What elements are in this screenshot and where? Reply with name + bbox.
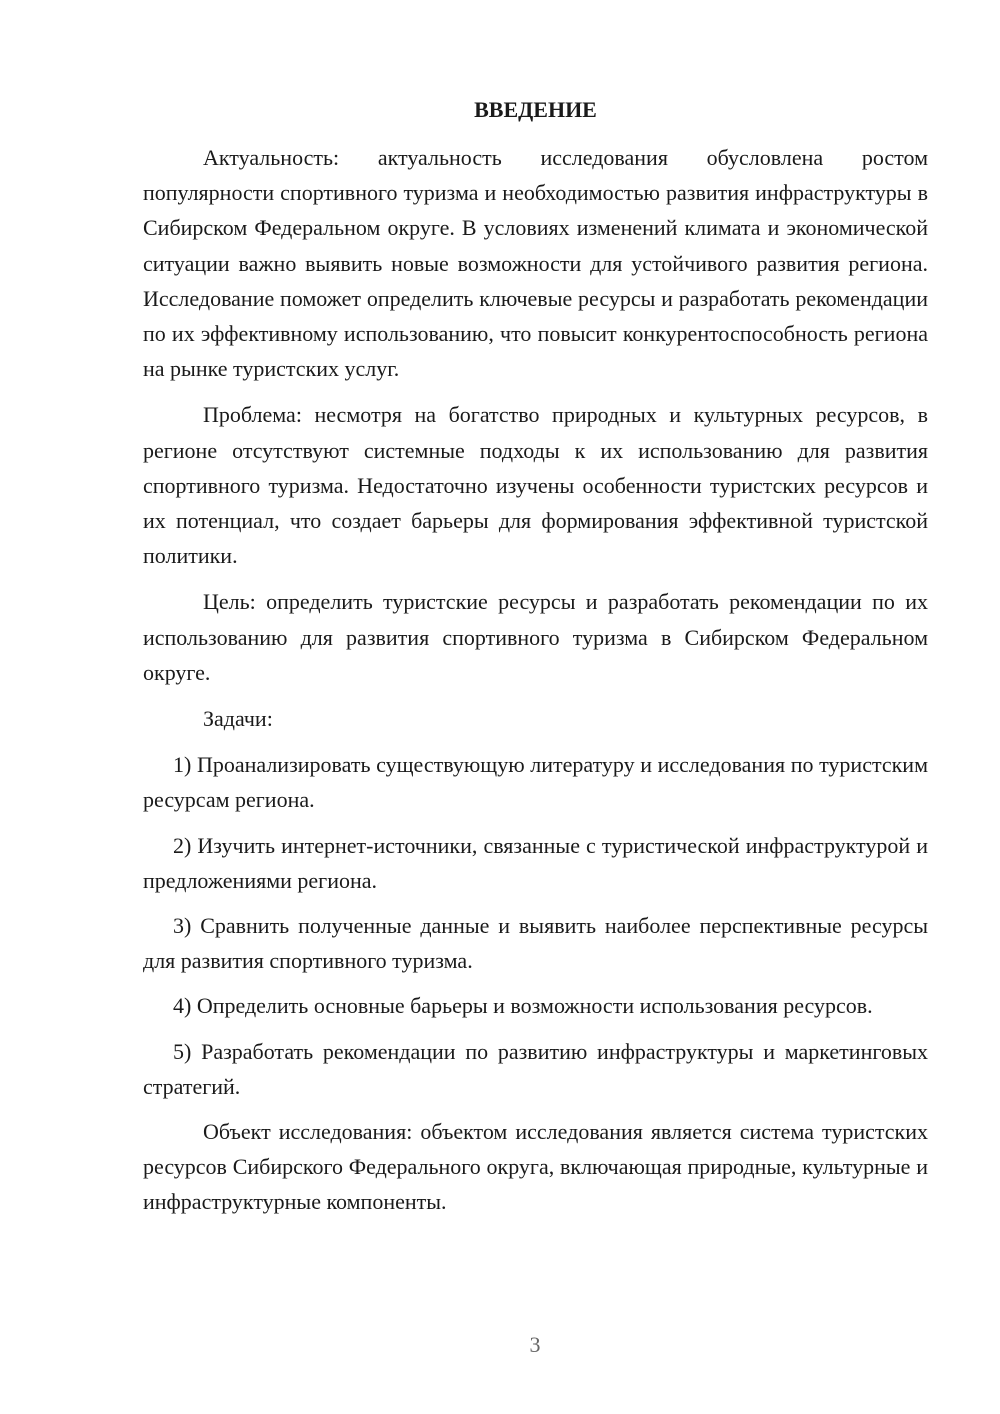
paragraph-relevance: Актуальность: актуальность исследования обусловлена ростом популярности спортивного туризма и необходимостью развития инфраструктуры в Сибирском Федеральном округе. В условиях изменений климата и экономической ситуации важно выявить новые возможности для устойчивого развития региона. Исследование поможет определить ключевые ресурсы и разработать рекомендации по их эффективному использованию, что повысит конкурентоспособность региона на рынке туристских услуг. <box>143 145 928 382</box>
task-item-5: 5) Разработать рекомендации по развитию инфраструктуры и маркетинговых стратегий. <box>143 1038 928 1099</box>
document-page <box>143 92 928 1231</box>
section-heading: ВВЕДЕНИЕ <box>474 97 597 122</box>
paragraph-goal: Цель: определить туристские ресурсы и разработать рекомендации по их использованию для развития спортивного туризма в Сибирском Федеральном округе. <box>143 589 928 685</box>
task-item-3: 3) Сравнить полученные данные и выявить наиболее перспективные ресурсы для развития спортивного туризма. <box>143 913 928 974</box>
task-item-1: 1) Проанализировать существующую литературу и исследования по туристским ресурсам региона. <box>143 752 928 813</box>
page-number: 3 <box>529 1332 541 1357</box>
paragraph-object: Объект исследования: объектом исследования является система туристских ресурсов Сибирского Федерального округа, включающая природные, культурные и инфраструктурные компоненты. <box>143 1119 928 1215</box>
task-item-2: 2) Изучить интернет-источники, связанные с туристической инфраструктурой и предложениями региона. <box>143 832 928 893</box>
tasks-label: Задачи: <box>203 706 273 732</box>
task-item-4: 4) Определить основные барьеры и возможности использования ресурсов. <box>173 993 873 1019</box>
paragraph-problem: Проблема: несмотря на богатство природных и культурных ресурсов, в регионе отсутствуют системные подходы к их использованию для развития спортивного туризма. Недостаточно изучены особенности туристских ресурсов и их потенциал, что создает барьеры для формирования эффективной туристской политики. <box>143 402 928 569</box>
